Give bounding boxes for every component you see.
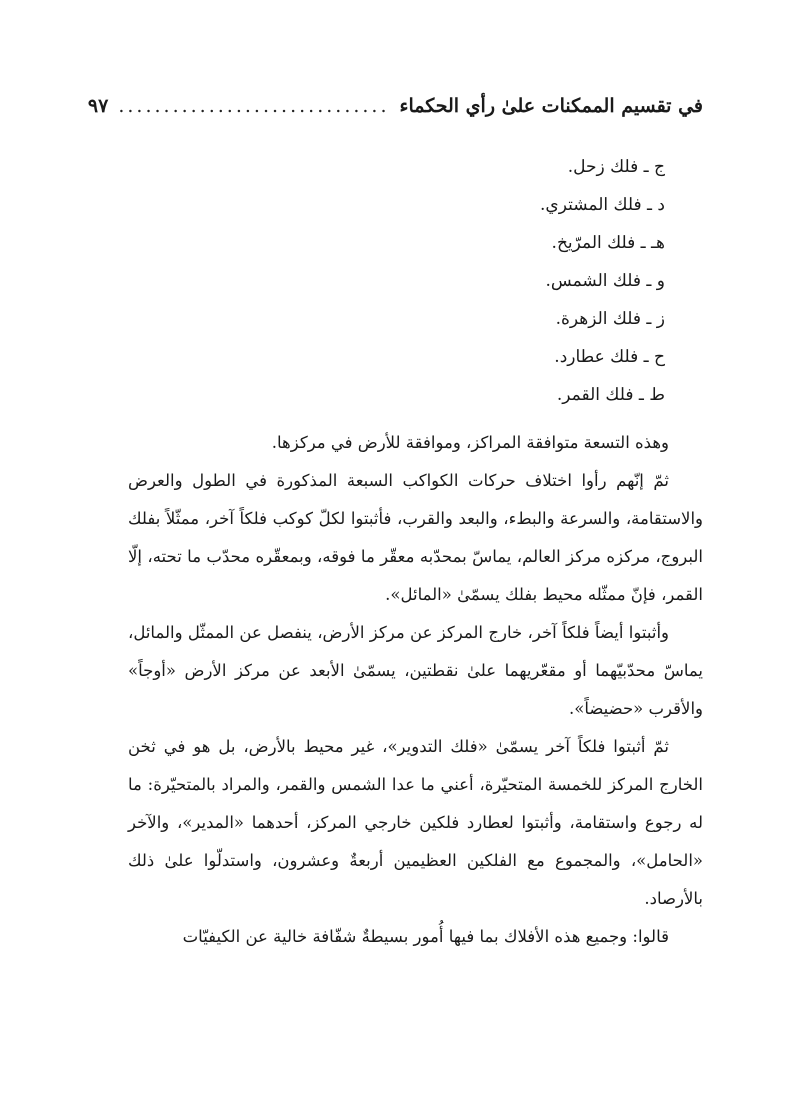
- paragraph: وأثبتوا أيضاً فلكاً آخر، خارج المركز عن مركز الأرض، ينفصل عن الممثّل والمائل، يماسّ محدّبيّهما أو مقعّريهما علىٰ نقطتين، يسمّىٰ الأبعد عن مركز الأرض «أوجاً» والأقرب «حضيضاً».: [128, 623, 703, 718]
- list-item: ح ـ فلك عطارد.: [554, 347, 665, 367]
- list-item: ط ـ فلك القمر.: [556, 385, 665, 405]
- running-header: [87, 95, 703, 125]
- body-text: [128, 424, 703, 956]
- spheres-list: [540, 148, 665, 414]
- header-dot-leader: ..............................: [118, 95, 390, 117]
- paragraph: ثمّ إنّهم رأوا اختلاف حركات الكواكب السبعة المذكورة في الطول والعرض والاستقامة، والسرعة والبطء، والبعد والقرب، فأثبتوا لكلّ كوكب فلكاً آخر، ممثّلاً بفلك البروج، مركزه مركز العالم، يماسّ بمحدّبه معقّر ما فوقه، وبمعقّره محدّب ما تحته، إلّا القمر، فإنّ ممثّله محيط بفلك يسمّىٰ «المائل».: [128, 471, 703, 604]
- list-item: د ـ فلك المشتري.: [540, 195, 665, 215]
- list-item: هـ ـ فلك المرّيخ.: [551, 233, 665, 253]
- list-item: ز ـ فلك الزهرة.: [555, 309, 665, 329]
- paragraph: قالوا: وجميع هذه الأفلاك بما فيها أُمور بسيطةٌ شفّافة خالية عن الكيفيّات: [182, 927, 669, 946]
- list-item: و ـ فلك الشمس.: [545, 271, 665, 291]
- page-number: ٩٧: [87, 95, 109, 117]
- list-item: ج ـ فلك زحل.: [567, 157, 665, 177]
- header-title: في تقسيم الممكنات علىٰ رأي الحكماء: [399, 95, 703, 117]
- paragraph: ثمّ أثبتوا فلكاً آخر يسمّىٰ «فلك التدوير»، غير محيط بالأرض، بل هو في ثخن الخارج المركز للخمسة المتحيّرة، أعني ما عدا الشمس والقمر، والمراد بالمتحيّرة: ما له رجوع واستقامة، وأثبتوا لعطارد فلكين خارجي المركز، أحدهما «المدير»، والآخر «الحامل»، والمجموع مع الفلكين العظيمين أربعةٌ وعشرون، واستدلّوا علىٰ ذلك بالأرصاد.: [128, 737, 703, 908]
- paragraph: وهذه التسعة متوافقة المراكز، وموافقة للأرض في مركزها.: [271, 433, 669, 452]
